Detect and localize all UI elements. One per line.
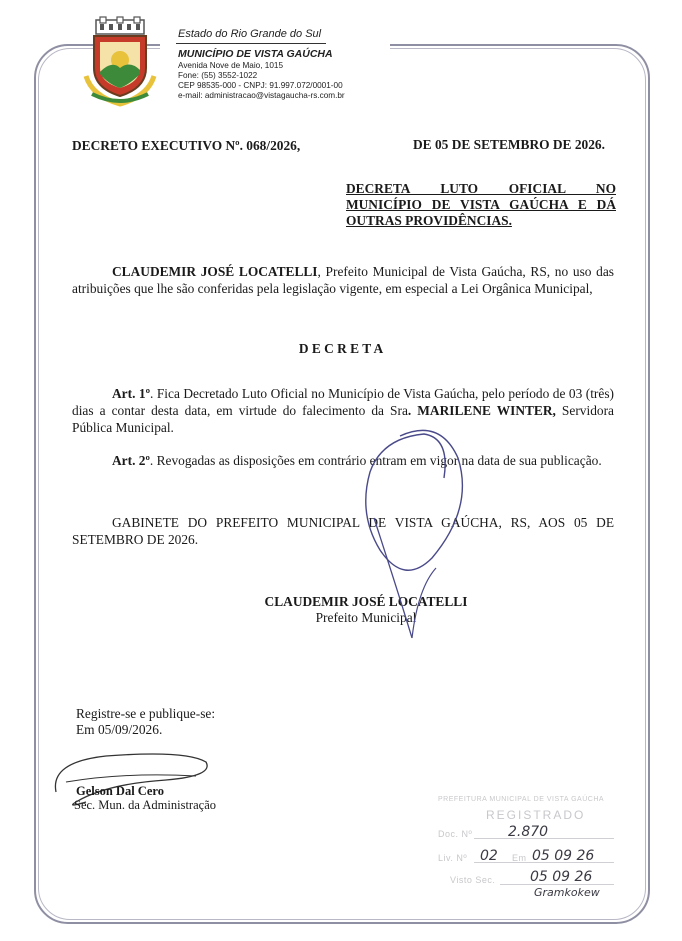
mayor-signature-icon: [340, 418, 480, 648]
stamp-header-small: PREFEITURA MUNICIPAL DE VISTA GAÚCHA: [438, 796, 605, 803]
stamp-row-3-value: 05 09 26: [530, 869, 593, 885]
article-1-name: . MARILENE WINTER,: [407, 403, 556, 418]
article-2-label: Art. 2º: [112, 453, 150, 468]
stamp-row-1-label: Doc. Nº: [438, 829, 473, 839]
decree-preamble: [72, 263, 614, 297]
decree-date: DE 05 DE SETEMBRO DE 2026.: [413, 137, 605, 152]
signer-name: CLAUDEMIR JOSÉ LOCATELLI: [264, 594, 468, 609]
letterhead-email: e-mail: administracao@vistagaucha-rs.com.br: [178, 91, 345, 100]
signer-title: Prefeito Municipal: [315, 610, 417, 625]
decree-subject: [346, 181, 616, 229]
decree-subject-line-2: MUNICÍPIO DE VISTA GAÚCHA E DÁ: [346, 197, 616, 212]
letterhead-municipality: MUNICÍPIO DE VISTA GAÚCHA: [178, 48, 333, 60]
article-2-text: . Revogadas as disposições em contrário entram em vigor na data de sua publicação.: [149, 453, 602, 468]
decree-number: DECRETO EXECUTIVO Nº. 068/2026,: [72, 138, 301, 153]
stamp-row-1-value: 2.870: [508, 824, 549, 840]
article-1-text-a: . Fica Decretado Luto Oficial no Município de Vista Gaúcha, pelo período de 03 (três) dias a contar desta data, em virtude do falecimento da Sra: [72, 386, 614, 418]
registration-line-1: Registre-se e publique-se:: [76, 706, 216, 721]
decree-subject-line-1: DECRETA LUTO OFICIAL NO: [346, 181, 616, 196]
stamp-header-big: REGISTRADO: [486, 808, 586, 822]
preamble-text: , Prefeito Municipal de Vista Gaúcha, RS, no uso das atribuições que lhe são conferidas pela legislação vigente, em especial a Lei Orgânica Municipal,: [72, 264, 614, 296]
preamble-mayor-name: CLAUDEMIR JOSÉ LOCATELLI: [112, 264, 318, 279]
decreta-heading: D E C R E T A: [298, 341, 384, 356]
stamp-row-2-mid: Em: [512, 853, 527, 863]
stamp-row-2-value-b: 05 09 26: [532, 848, 595, 864]
stamp-row-2-value-a: 02: [480, 848, 498, 864]
letterhead-state: Estado do Rio Grande do Sul: [178, 28, 322, 40]
registration-line-2: Em 05/09/2026.: [76, 722, 163, 737]
article-1-label: Art. 1º: [112, 386, 151, 401]
stamp-signature: Gramkokew: [534, 886, 600, 899]
letterhead-cep-cnpj: CEP 98535-000 - CNPJ: 91.997.072/0001-00: [178, 81, 343, 90]
stamp-row-3-label: Visto Sec.: [450, 875, 496, 885]
letterhead-address: Avenida Nove de Maio, 1015: [178, 61, 283, 70]
secretary-name: Gelson Dal Cero: [76, 784, 164, 798]
article-1-text-b: Servidora Pública Municipal.: [72, 403, 614, 435]
coat-of-arms-icon: [82, 16, 158, 108]
letterhead-phone: Fone: (55) 3552-1022: [178, 71, 258, 80]
letterhead-divider: [176, 43, 326, 44]
secretary-title: Sec. Mun. da Administração: [74, 798, 216, 812]
closing-statement: GABINETE DO PREFEITO MUNICIPAL DE VISTA GAÚCHA, RS, AOS 05 DE SETEMBRO DE 2026.: [72, 515, 614, 547]
stamp-row-2-label: Liv. Nº: [438, 853, 468, 863]
decree-subject-line-3: OUTRAS PROVIDÊNCIAS.: [346, 213, 512, 228]
